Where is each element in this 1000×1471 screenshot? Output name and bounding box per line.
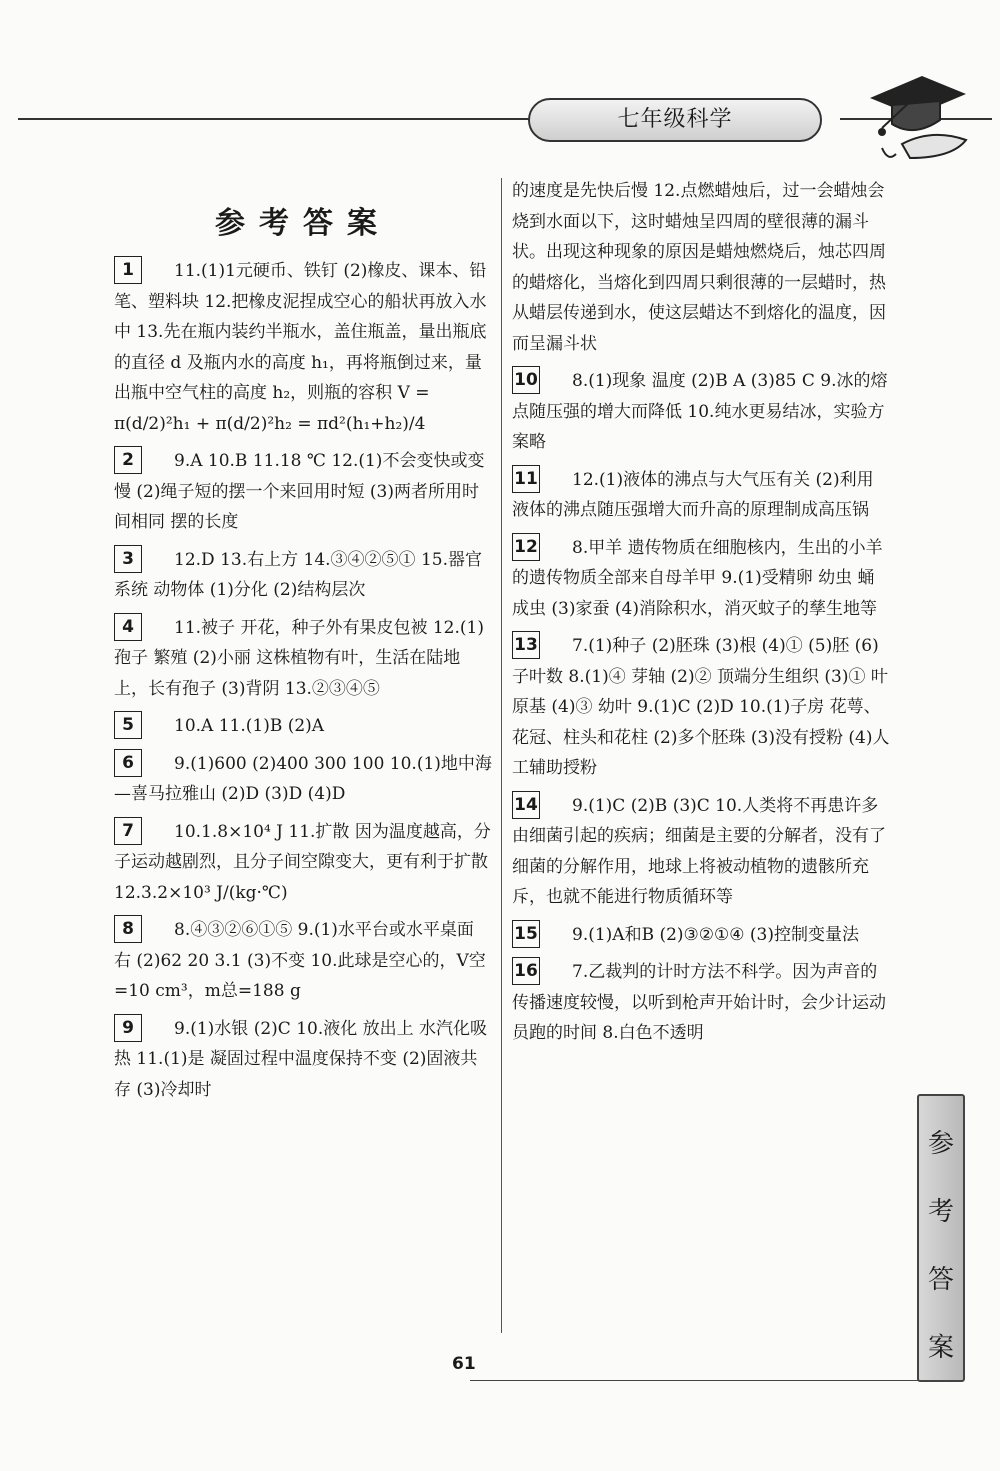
answer-text: 12.D 13.右上方 14.③④②⑤① 15.器官 系统 动物体 (1)分化 (2)结构层次 (114, 549, 482, 600)
answer-text: 10.1.8×10⁴ J 11.扩散 因为温度越高，分子运动越剧烈，且分子间空隙变大，更有利于扩散 12.3.2×10³ J/(kg·℃) (114, 821, 491, 903)
answer-text: 12.(1)液体的沸点与大气压有关 (2)利用液体的沸点随压强增大而升高的原理制成高压锅 (512, 469, 874, 520)
answer-item-12 (512, 533, 890, 625)
answer-item-9-continued (512, 176, 890, 359)
item-number-badge: 10 (512, 366, 540, 394)
side-tab-char: 答 (927, 1265, 954, 1295)
answer-item-6 (114, 749, 494, 810)
item-number-badge: 11 (512, 465, 540, 493)
graduation-cap-icon (862, 58, 972, 168)
answer-item-13 (512, 631, 890, 784)
answer-item-1 (114, 256, 494, 439)
item-number-badge: 8 (114, 915, 142, 943)
answer-item-9 (114, 1014, 494, 1106)
answer-text: 10.A 11.(1)B (2)A (174, 716, 325, 736)
answer-item-16 (512, 957, 890, 1049)
side-tab-char: 参 (927, 1129, 954, 1159)
item-number-badge: 15 (512, 920, 540, 948)
answer-text: 11.被子 开花，种子外有果皮包被 12.(1)孢子 繁殖 (2)小丽 这株植物有叶，生活在陆地上，长有孢子 (3)背阴 13.②③④⑤ (114, 617, 484, 699)
item-number-badge: 9 (114, 1014, 142, 1042)
item-number-badge: 14 (512, 791, 540, 819)
footer-rule (470, 1380, 920, 1381)
item-number-badge: 13 (512, 631, 540, 659)
answer-item-3 (114, 545, 494, 606)
item-number-badge: 7 (114, 817, 142, 845)
answer-item-4 (114, 613, 494, 705)
item-number-badge: 16 (512, 957, 540, 985)
item-number-badge: 2 (114, 446, 142, 474)
answer-item-10 (512, 366, 890, 458)
item-number-badge: 4 (114, 613, 142, 641)
answer-item-14 (512, 791, 890, 913)
page-number: 61 (452, 1354, 476, 1374)
answer-text: 7.(1)种子 (2)胚珠 (3)根 (4)① (5)胚 (6)子叶数 8.(1)④ 芽轴 (2)② 顶端分生组织 (3)① 叶原基 (4)③ 幼叶 9.(1)C (2)D 10.(1)子房 花萼、花冠、柱头和花柱 (2)多个胚珠 (3)没有授粉 (4)人工辅助授粉 (512, 636, 890, 778)
answer-text: 的速度是先快后慢 12.点燃蜡烛后，过一会蜡烛会烧到水面以下，这时蜡烛呈四周的壁很薄的漏斗状。出现这种现象的原因是蜡烛燃烧后，烛芯四周的蜡熔化，当熔化到四周只剩很薄的一层蜡时，热从蜡层传递到水，使这层蜡达不到熔化的温度，因而呈漏斗状 (512, 181, 886, 354)
answer-text: 7.乙裁判的计时方法不科学。因为声音的传播速度较慢，以听到枪声开始计时，会少计运动员跑的时间 8.白色不透明 (512, 962, 886, 1043)
answer-item-5 (114, 711, 494, 742)
answer-text: 8.甲羊 遗传物质在细胞核内，生出的小羊的遗传物质全部来自母羊甲 9.(1)受精卵 幼虫 蛹 成虫 (3)家蚕 (4)消除积水，消灭蚊子的孳生地等 (512, 537, 883, 619)
answer-item-2 (114, 446, 494, 538)
side-tab-char: 案 (927, 1333, 954, 1363)
right-column (512, 176, 890, 1056)
answer-item-7 (114, 817, 494, 909)
item-number-badge: 12 (512, 533, 540, 561)
subject-banner: 七年级科学 (528, 98, 822, 142)
item-number-badge: 1 (114, 256, 142, 284)
side-tab-char: 考 (927, 1197, 954, 1227)
side-tab-answers (917, 1094, 965, 1382)
answer-text: 8.④③②⑥①⑤ 9.(1)水平台或水平桌面 右 (2)62 20 3.1 (3)不变 10.此球是空心的，V空=10 cm³，m总=188 g (114, 920, 486, 1001)
answer-text: 9.(1)C (2)B (3)C 10.人类将不再患许多由细菌引起的疾病；细菌是主要的分解者，没有了细菌的分解作用，地球上将被动植物的遗骸所充斥，也就不能进行物质循环等 (512, 795, 886, 907)
answer-text: 11.(1)1元硬币、铁钉 (2)橡皮、课本、铅笔、塑料块 12.把橡皮泥捏成空心的船状再放入水中 13.先在瓶内装约半瓶水，盖住瓶盖，量出瓶底的直径 d 及瓶内水的高度 h₁，再将瓶倒过来，量出瓶中空气柱的高度 h₂，则瓶的容积 V = π(d/2)²h₁ + π(d/2)²h₂ = πd²(h₁+h₂)/4 (114, 261, 487, 434)
left-column (114, 256, 494, 1112)
column-divider (501, 178, 502, 1333)
answer-item-15 (512, 920, 890, 951)
answer-text: 9.(1)水银 (2)C 10.液化 放出上 水汽化吸热 11.(1)是 凝固过程中温度保持不变 (2)固液共存 (3)冷却时 (114, 1018, 488, 1100)
answer-item-11 (512, 465, 890, 526)
page-title: 参考答案 (215, 206, 391, 241)
item-number-badge: 5 (114, 711, 142, 739)
answer-item-8 (114, 915, 494, 1007)
answer-text: 9.(1)600 (2)400 300 100 10.(1)地中海—喜马拉雅山 (2)D (3)D (4)D (114, 753, 492, 804)
answer-text: 8.(1)现象 温度 (2)B A (3)85 C 9.冰的熔点随压强的增大而降低 10.纯水更易结冰，实验方案略 (512, 371, 888, 452)
item-number-badge: 6 (114, 749, 142, 777)
item-number-badge: 3 (114, 545, 142, 573)
answer-text: 9.A 10.B 11.18 ℃ 12.(1)不会变快或变慢 (2)绳子短的摆一个来回用时短 (3)两者所用时间相同 摆的长度 (114, 451, 485, 532)
answer-text: 9.(1)A和B (2)③②①④ (3)控制变量法 (572, 924, 859, 945)
